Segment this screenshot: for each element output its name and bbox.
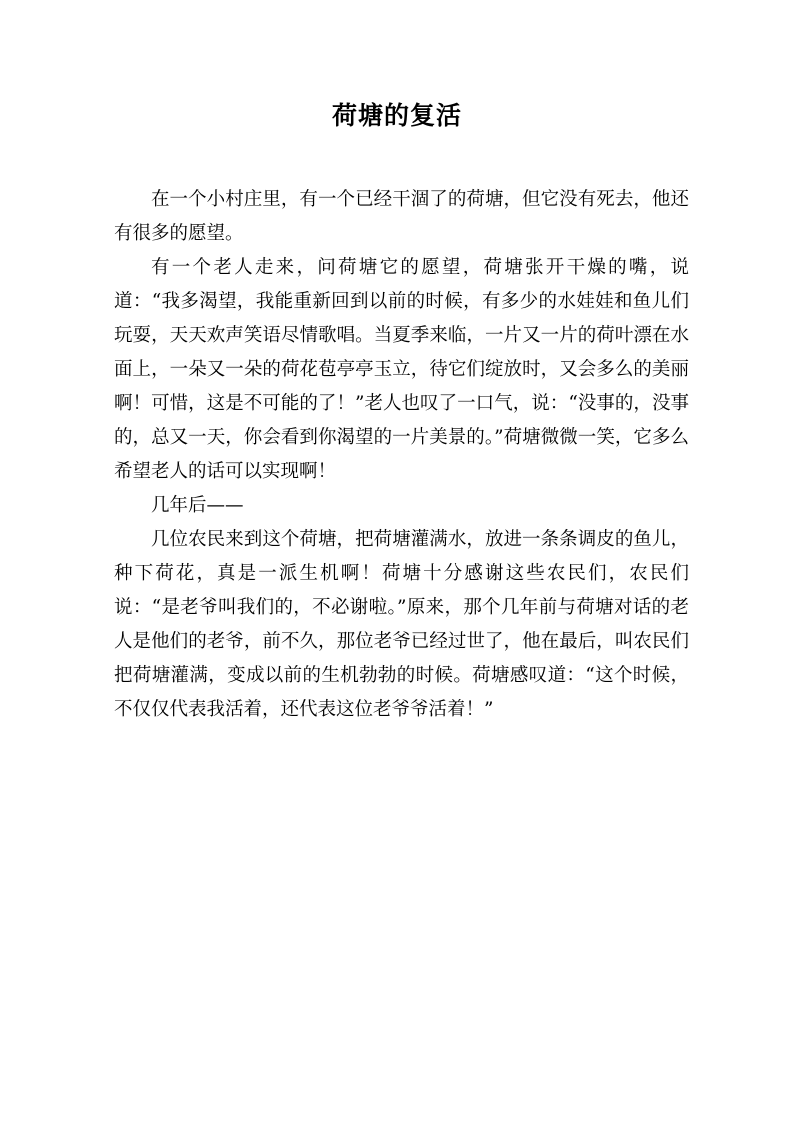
document-body bbox=[114, 183, 689, 727]
document-title: 荷塘的复活 bbox=[331, 101, 462, 130]
paragraph-years-later: 几年后—— bbox=[151, 495, 244, 516]
paragraph-old-man-dialogue: 有一个老人走来，问荷塘它的愿望，荷塘张开干燥的嘴，说道：“我多渴望，我能重新回到以前的时候，有多少的水娃娃和鱼儿们玩耍，天天欢声笑语尽情歌唱。当夏季来临，一片又一片的荷叶漂在水面上，一朵又一朵的荷花苞亭亭玉立，待它们绽放时，又会多么的美丽啊！可惜，这是不可能的了！”老人也叹了一口气，说：“没事的，没事的，总又一天，你会看到你渴望的一片美景的。”荷塘微微一笑，它多么希望老人的话可以实现啊！ bbox=[114, 257, 689, 482]
paragraph-farmers-revival: 几位农民来到这个荷塘，把荷塘灌满水，放进一条条调皮的鱼儿，种下荷花，真是一派生机啊！荷塘十分感谢这些农民们，农民们说：“是老爷叫我们的，不必谢啦。”原来，那个几年前与荷塘对话的老人是他们的老爷，前不久，那位老爷已经过世了，他在最后，叫农民们把荷塘灌满，变成以前的生机勃勃的时候。荷塘感叹道：“这个时候，不仅仅代表我活着，还代表这位老爷爷活着！” bbox=[114, 529, 689, 720]
paragraph-intro: 在一个小村庄里，有一个已经干涸了的荷塘，但它没有死去，他还有很多的愿望。 bbox=[114, 189, 689, 244]
